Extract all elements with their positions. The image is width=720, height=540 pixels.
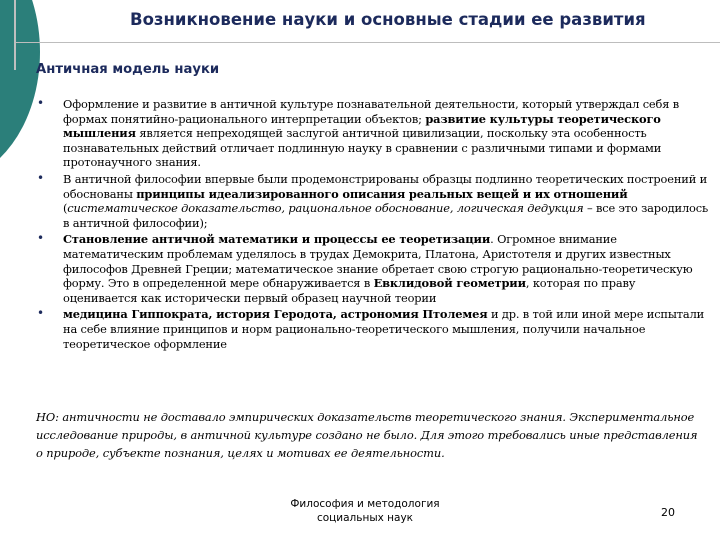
footer-line-1: Философия и методология [290, 498, 440, 510]
text-run: . Огромное внимание математическим проблемам уделялось в трудах Демокрита, Платона, Аристотеля и других известных философов Древней Греции; математическое знание обретает свою строгую рационально-теоретическую форму. Это в определенной мере обнаруживается в [63, 232, 693, 291]
bullet-item [37, 232, 709, 305]
bullet-item [37, 172, 709, 230]
footer-caption [265, 497, 465, 525]
bullet-icon: • [37, 231, 44, 246]
bold-text: Евклидовой геометрии [373, 276, 526, 291]
text-run: Оформление и развитие в античной культуре познавательной деятельности, который утверждал себя в формах понятийно-рационального интерпретации объектов; [63, 97, 679, 126]
bullet-icon: • [37, 170, 44, 185]
bullet-text [63, 232, 692, 304]
title-divider [16, 42, 720, 43]
bullet-text [63, 97, 679, 169]
footer-line-2: социальных наук [316, 512, 414, 524]
bullet-item [37, 97, 709, 170]
bullet-icon: • [37, 306, 44, 321]
decorative-line [14, 0, 16, 70]
text-run: и др. в той или иной мере испытали на себе влияние принципов и норм рационально-теоретического мышления, получили начальное теоретическое оформление [63, 307, 705, 351]
bold-text: развитие культуры теоретического мышления [63, 111, 661, 141]
slide-subtitle: Античная модель науки [36, 62, 220, 77]
text-run: В античной философии впервые были продемонстрированы образцы подлинно теоретических построений и обоснованы [63, 171, 708, 201]
bullet-text [63, 307, 704, 350]
text-run: ( [63, 201, 68, 216]
bullet-icon: • [37, 96, 44, 110]
text-run: – все это зародилось в античной философии); [63, 201, 709, 230]
conclusion-note: НО: античности не доставало эмпирических доказательств теоретического знания. Экспериментальное исследование природы, в античной культуре создано не было. Для этого требовались иные представления о природе, субъекте познания, целях и мотивах ее деятельности. [36, 410, 698, 460]
bold-text: принципы идеализированного описания реальных вещей и их отношений [136, 186, 628, 201]
bold-text: медицина Гиппократа, история Геродота, астрономия Птолемея [63, 307, 488, 322]
text-run: является непреходящей заслугой античной цивилизации, поскольку эта особенность познавательных действий отличает подлинную науку в сравнении с различными типами и формами протонаучного знания. [63, 126, 662, 170]
bullet-item [37, 307, 709, 351]
decorative-circle [0, 0, 40, 182]
italic-text: систематическое доказательство, рациональное обоснование, логическая дедукция [67, 201, 584, 216]
bold-text: Становление античной математики и процессы ее теоретизации [63, 232, 491, 247]
bullet-text [63, 172, 708, 230]
page-number: 20 [661, 506, 675, 519]
slide-title: Возникновение науки и основные стадии ее развития [130, 10, 646, 29]
text-run: , которая по праву оценивается как исторически первый образец научной теории [63, 276, 636, 305]
bullet-list [37, 97, 709, 351]
